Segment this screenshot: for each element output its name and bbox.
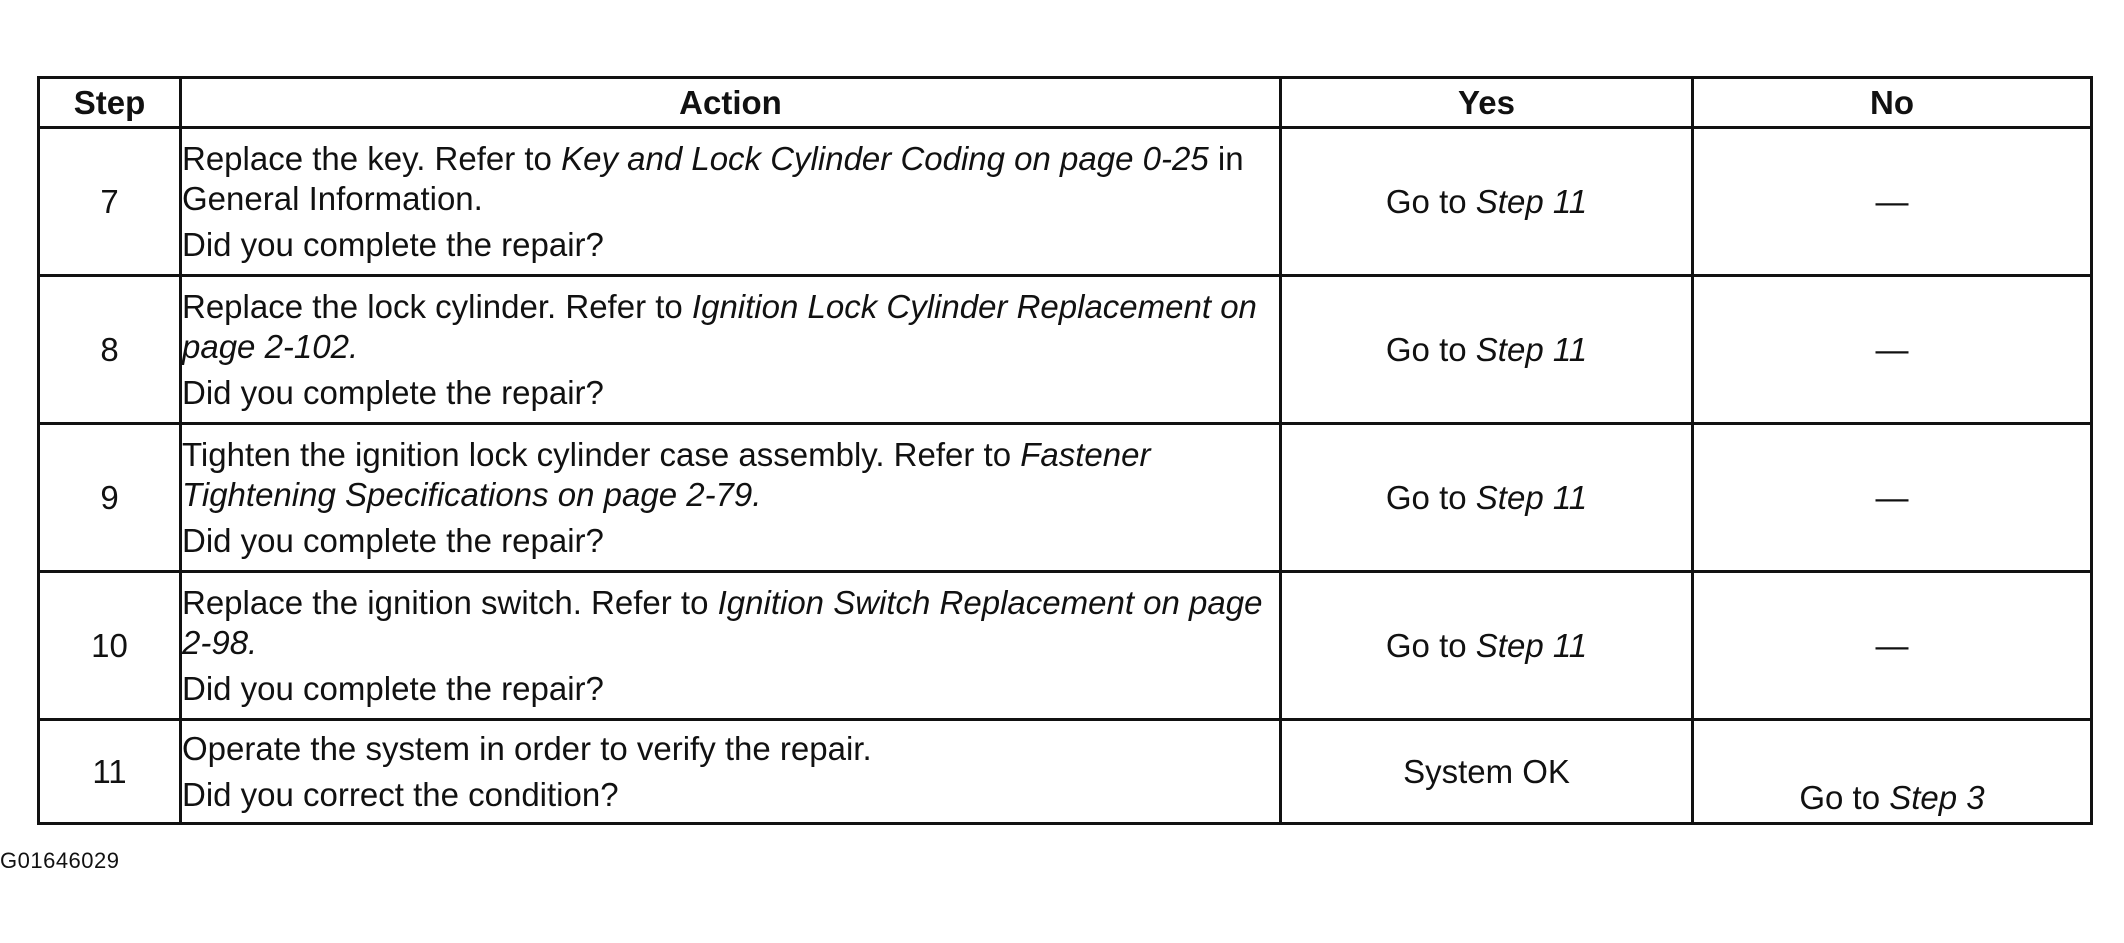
no-cell bbox=[1693, 424, 2092, 572]
action-instruction bbox=[182, 139, 1279, 219]
action-instruction: Operate the system in order to verify the repair. bbox=[182, 729, 872, 767]
action-cell bbox=[181, 276, 1281, 424]
action-question: Did you complete the repair? bbox=[182, 669, 604, 707]
header-yes: Yes bbox=[1281, 78, 1693, 128]
no-dash: — bbox=[1875, 330, 1909, 368]
action-instruction bbox=[182, 583, 1279, 663]
step-number: 11 bbox=[39, 720, 181, 824]
step-number: 9 bbox=[39, 424, 181, 572]
action-question: Did you complete the repair? bbox=[182, 225, 604, 263]
no-cell bbox=[1693, 128, 2092, 276]
table-row bbox=[39, 424, 2092, 572]
yes-prefix: Go to bbox=[1385, 182, 1476, 220]
table-row bbox=[39, 720, 2092, 824]
no-cell bbox=[1693, 720, 2092, 824]
no-cell bbox=[1693, 572, 2092, 720]
table-row bbox=[39, 276, 2092, 424]
action-reference: Key and Lock Cylinder Coding on page 0-25 bbox=[561, 139, 1209, 177]
action-reference: Ignition Switch Replacement on page 2-98. bbox=[182, 583, 1263, 661]
no-prefix: Go to bbox=[1799, 779, 1890, 816]
yes-cell bbox=[1281, 128, 1693, 276]
table-row bbox=[39, 572, 2092, 720]
action-plain: Tighten the ignition lock cylinder case assembly. Refer to bbox=[182, 435, 1021, 473]
action-cell bbox=[181, 720, 1281, 824]
yes-step-link: Step 11 bbox=[1475, 182, 1588, 220]
yes-cell bbox=[1281, 572, 1693, 720]
table-header-row bbox=[39, 78, 2092, 128]
action-plain: Replace the ignition switch. Refer to bbox=[182, 583, 718, 621]
action-cell bbox=[181, 128, 1281, 276]
header-action: Action bbox=[181, 78, 1281, 128]
step-number: 7 bbox=[39, 128, 181, 276]
header-step: Step bbox=[39, 78, 181, 128]
no-step-link: Step 3 bbox=[1889, 779, 1985, 816]
action-plain: Replace the key. Refer to bbox=[182, 139, 562, 177]
yes-cell bbox=[1281, 276, 1693, 424]
yes-step-link: Step 11 bbox=[1475, 626, 1588, 664]
diagnostic-table-container bbox=[37, 76, 2093, 825]
action-reference: Fastener Tightening Specifications on page 2-79. bbox=[182, 435, 1151, 513]
action-question: Did you complete the repair? bbox=[182, 521, 604, 559]
table-row bbox=[39, 128, 2092, 276]
yes-step-link: Step 11 bbox=[1475, 330, 1588, 368]
action-reference: Ignition Lock Cylinder Replacement on page 2-102. bbox=[182, 287, 1257, 365]
figure-id-caption: G01646029 bbox=[0, 848, 120, 873]
yes-prefix: Go to bbox=[1385, 330, 1476, 368]
action-question: Did you complete the repair? bbox=[182, 373, 604, 411]
yes-prefix: Go to bbox=[1385, 478, 1476, 516]
action-instruction bbox=[182, 435, 1279, 515]
yes-prefix: Go to bbox=[1385, 626, 1476, 664]
no-cell bbox=[1693, 276, 2092, 424]
action-question: Did you correct the condition? bbox=[182, 775, 619, 813]
no-dash: — bbox=[1875, 182, 1909, 220]
action-cell bbox=[181, 424, 1281, 572]
action-cell bbox=[181, 572, 1281, 720]
yes-step-link: Step 11 bbox=[1475, 478, 1588, 516]
step-number: 10 bbox=[39, 572, 181, 720]
diagnostic-table bbox=[37, 76, 2093, 825]
header-no: No bbox=[1693, 78, 2092, 128]
action-instruction bbox=[182, 287, 1279, 367]
action-plain: Replace the lock cylinder. Refer to bbox=[182, 287, 692, 325]
yes-cell bbox=[1281, 424, 1693, 572]
yes-result: System OK bbox=[1403, 752, 1570, 790]
action-suffix: in General Information. bbox=[182, 139, 1244, 217]
no-dash: — bbox=[1875, 478, 1909, 516]
step-number: 8 bbox=[39, 276, 181, 424]
yes-cell bbox=[1281, 720, 1693, 824]
no-dash: — bbox=[1875, 626, 1909, 664]
